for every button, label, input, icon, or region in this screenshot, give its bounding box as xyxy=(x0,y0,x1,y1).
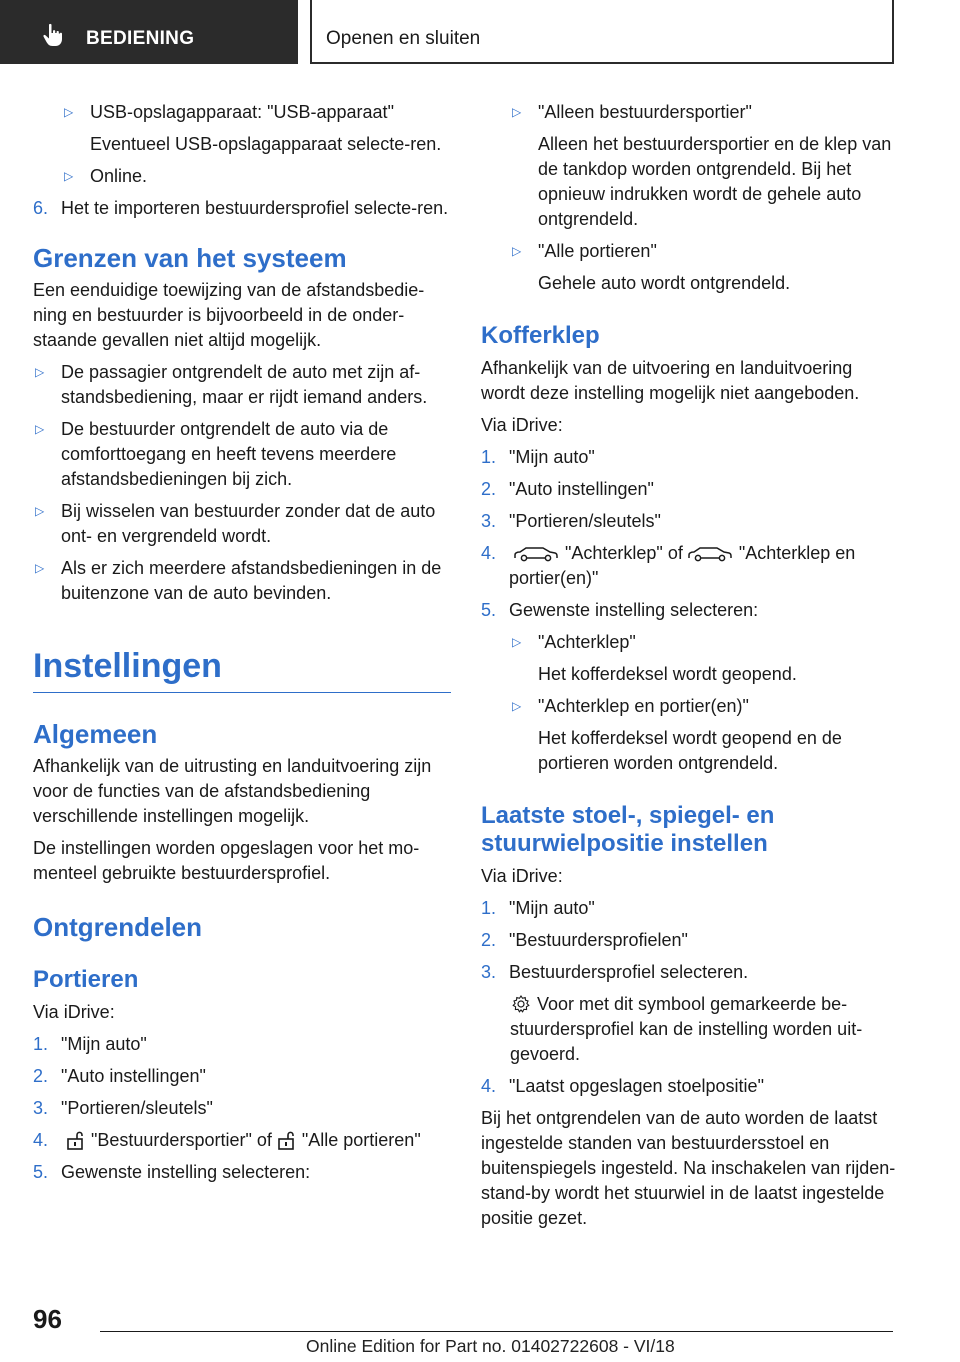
list-item: ▷ USB-opslagapparaat: "USB-apparaat" xyxy=(33,100,451,125)
footer-rule xyxy=(100,1331,893,1332)
step-item: 4. "Achterklep" of "Achterklep en portier(en)" xyxy=(481,543,856,588)
triangle-bullet-icon: ▷ xyxy=(35,504,45,518)
paragraph: Een eenduidige toewijzing van de afstandsbedie-ning en bestuurder is bijvoorbeeld in de onder-staande gevallen niet altijd mogelijk. xyxy=(33,280,425,350)
step-item: 5. Gewenste instelling selecteren: xyxy=(481,600,759,620)
heading-rule xyxy=(33,692,451,693)
paragraph: Via iDrive: xyxy=(481,415,563,435)
triangle-bullet-icon: ▷ xyxy=(64,169,74,183)
step-item: 2. "Auto instellingen" xyxy=(33,1066,206,1086)
paragraph: Afhankelijk van de uitvoering en landuitvoering wordt deze instelling mogelijk niet aangeboden. xyxy=(481,358,860,403)
paragraph: Via iDrive: xyxy=(481,866,563,886)
section-tab xyxy=(0,0,298,64)
step-item: 6. Het te importeren bestuurdersprofiel selecte-ren. xyxy=(33,198,449,218)
triangle-bullet-icon: ▷ xyxy=(35,365,45,379)
section-heading: Algemeen xyxy=(33,719,158,749)
list-item-description: Gehele auto wordt ontgrendeld. xyxy=(538,273,791,293)
list-item: ▷ Als er zich meerdere afstandsbedieningen in de buitenzone van de auto bevinden. xyxy=(35,558,442,603)
step-item: 4. "Laatst opgeslagen stoelpositie" xyxy=(481,1076,764,1096)
step-item: 1. "Mijn auto" xyxy=(33,1034,147,1054)
list-item: ▷ "Alle portieren" xyxy=(481,239,901,264)
step-note: Voor met dit symbool gemarkeerde be-stuurdersprofiel kan de instelling worden uit-gevoerd. xyxy=(510,994,863,1064)
section-heading: Ontgrendelen xyxy=(33,912,203,942)
step-item: 2. "Auto instellingen" xyxy=(481,479,654,499)
triangle-bullet-icon: ▷ xyxy=(512,635,522,649)
triangle-bullet-icon: ▷ xyxy=(512,105,522,119)
page-header xyxy=(0,0,960,66)
step-item: 2. "Bestuurdersprofielen" xyxy=(481,930,688,950)
step-item: 1. "Mijn auto" xyxy=(481,447,595,467)
step-item: 3. "Portieren/sleutels" xyxy=(481,511,661,531)
section-heading: Grenzen van het systeem xyxy=(33,243,347,273)
section-label: BEDIENING xyxy=(86,28,195,49)
step-item: 1. "Mijn auto" xyxy=(481,898,595,918)
unlocked-lock-icon xyxy=(65,1130,85,1150)
list-item: ▷ "Alleen bestuurdersportier" xyxy=(481,100,901,125)
car-trunk-doors-icon xyxy=(687,545,733,563)
step-item: 3. "Portieren/sleutels" xyxy=(33,1098,213,1118)
chapter-heading: Instellingen xyxy=(33,647,222,685)
unlocked-lock-icon xyxy=(276,1130,296,1150)
list-item-description: Het kofferdeksel wordt geopend. xyxy=(538,664,797,684)
subsection-heading: Portieren xyxy=(33,966,139,993)
list-item-description: Eventueel USB-opslagapparaat selecte-ren. xyxy=(90,134,442,154)
chapter-title: Openen en sluiten xyxy=(326,28,481,49)
triangle-bullet-icon: ▷ xyxy=(35,422,45,436)
step-item: 3. Bestuurdersprofiel selecteren. xyxy=(481,962,749,982)
triangle-bullet-icon: ▷ xyxy=(512,699,522,713)
list-item: ▷ "Achterklep" xyxy=(481,630,901,655)
paragraph: Afhankelijk van de uitrusting en landuitvoering zijn voor de functies van de afstandsbediening verschillende instellingen mogelijk. xyxy=(33,756,432,826)
step-item: 5. Gewenste instelling selecteren: xyxy=(33,1162,311,1182)
left-column xyxy=(33,100,451,1192)
paragraph: Via iDrive: xyxy=(33,1002,115,1022)
list-item: ▷ De passagier ontgrendelt de auto met zijn af-standsbediening, maar er rijdt iemand anders. xyxy=(35,362,428,407)
list-item: ▷ "Achterklep en portier(en)" xyxy=(481,694,901,719)
list-item: ▷ Online. xyxy=(33,164,451,189)
right-column xyxy=(481,100,901,1238)
paragraph: Bij het ontgrendelen van de auto worden de laatst ingestelde standen van bestuurdersstoel en buitenspiegels ingesteld. Na inschakelen van rijden-stand-by wordt het stuurwiel in de laatst ingestelde positie gezet. xyxy=(481,1108,896,1228)
page-number: 96 xyxy=(33,1304,62,1334)
list-item: ▷ De bestuurder ontgrendelt de auto via de comforttoegang en heeft tevens meerdere afstandsbedieningen bij zich. xyxy=(35,419,397,489)
subsection-heading: Laatste stoel-, spiegel- en stuurwielpositie instellen xyxy=(481,802,775,857)
edition-text: Online Edition for Part no. 01402722608 - VI/18 xyxy=(306,1336,675,1356)
car-trunk-icon xyxy=(513,545,559,563)
subsection-heading: Kofferklep xyxy=(481,322,600,349)
list-item-description: Het kofferdeksel wordt geopend en de portieren worden ontgrendeld. xyxy=(538,728,842,773)
gear-icon xyxy=(511,994,531,1014)
triangle-bullet-icon: ▷ xyxy=(512,244,522,258)
hand-pointer-icon xyxy=(40,22,66,48)
triangle-bullet-icon: ▷ xyxy=(35,561,45,575)
list-item-description: Alleen het bestuurdersportier en de klep van de tankdop worden ontgrendeld. Bij het opnieuw indrukken wordt de gehele auto ontgrendeld. xyxy=(538,134,892,229)
chapter-title-box xyxy=(310,0,894,64)
triangle-bullet-icon: ▷ xyxy=(64,105,74,119)
paragraph: De instellingen worden opgeslagen voor het mo-menteel gebruikte bestuurdersprofiel. xyxy=(33,838,420,883)
list-item: ▷ Bij wisselen van bestuurder zonder dat de auto ont- en vergrendeld wordt. xyxy=(35,501,436,546)
step-item: 4. "Bestuurdersportier" of "Alle portieren" xyxy=(33,1130,421,1150)
